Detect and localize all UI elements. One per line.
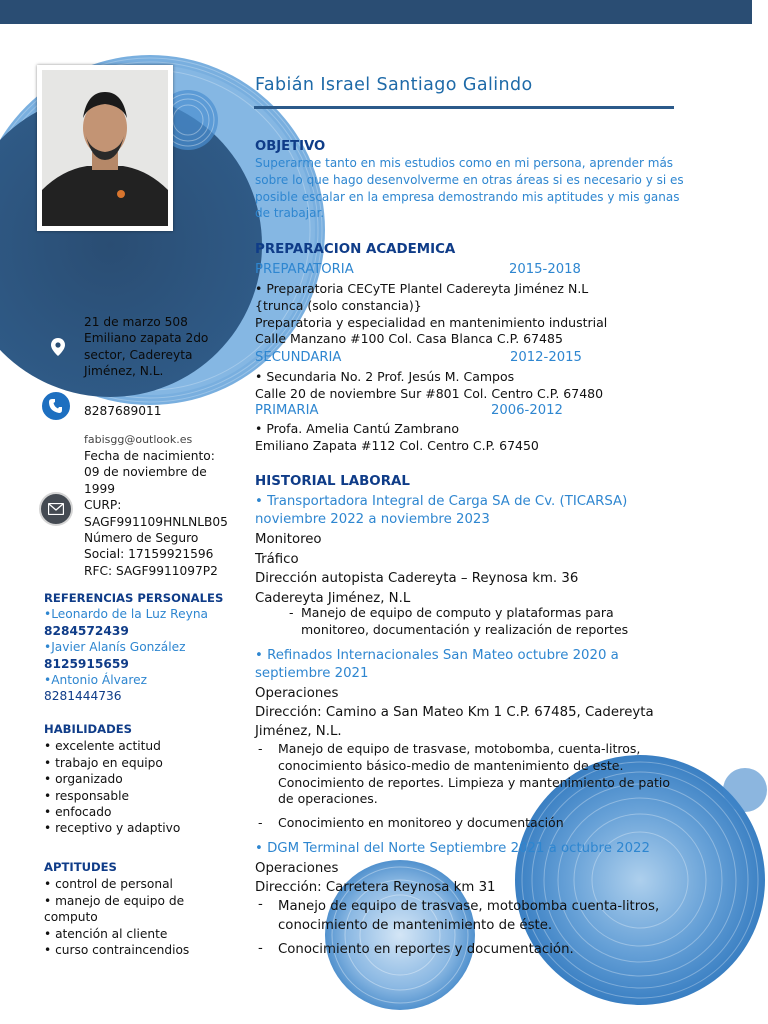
aptitudes-title: APTITUDES [44, 860, 117, 874]
phone-number: 8287689011 [84, 404, 162, 418]
reference-name: •Antonio Álvarez [44, 673, 147, 688]
email-icon [39, 492, 73, 526]
candidate-name: Fabián Israel Santiago Galindo [255, 75, 533, 95]
aptitude-item: • control de personal [44, 877, 173, 892]
edu-level: SECUNDARIA [255, 350, 342, 365]
name-divider [254, 106, 674, 109]
bullet-dash: - [258, 741, 263, 756]
edu-years: 2012-2015 [510, 350, 582, 365]
edu-level: PREPARATORIA [255, 262, 354, 277]
bullet-dash: - [258, 941, 263, 956]
edu-level: PRIMARIA [255, 403, 319, 418]
skills-section [44, 721, 180, 837]
profile-photo-frame [37, 65, 173, 231]
skill-item: • receptivo y adaptivo [44, 821, 181, 836]
reference-phone: 8284572439 [44, 623, 129, 638]
job-details: Monitoreo Tráfico Dirección autopista Cadereyta – Reynosa km. 36 Cadereyta Jiménez, N.L [255, 532, 579, 606]
reference-phone: 8281444736 [44, 689, 122, 704]
location-pin-icon [47, 336, 69, 358]
work-title: HISTORIAL LABORAL [255, 474, 410, 489]
job-details: Operaciones Dirección: Camino a San Mateo Km 1 C.P. 67485, Cadereyta Jiménez, N.L. [255, 686, 654, 740]
aptitudes-section [44, 859, 189, 958]
aptitude-item: • manejo de equipo de [44, 893, 185, 908]
edu-years: 2015-2018 [509, 262, 581, 277]
job-bullet: Manejo de equipo de computo y plataformas para monitoreo, documentación y realización de reportes [301, 605, 629, 637]
reference-name: •Javier Alanís González [44, 640, 186, 655]
skill-item: • enfocado [44, 805, 112, 820]
aptitude-item: • curso contraincendios [44, 943, 190, 958]
bullet-dash: - [258, 897, 263, 912]
bullet-dash: - [289, 605, 294, 620]
education-title: PREPARACION ACADEMICA [255, 242, 456, 257]
job-bullet: Conocimiento en monitoreo y documentación [278, 815, 564, 830]
reference-phone: 8125915659 [44, 656, 129, 671]
edu-years: 2006-2012 [491, 403, 563, 418]
address-block: 21 de marzo 508 Emiliano zapata 2do sector, Cadereyta Jiménez, N.L. [84, 315, 209, 379]
skill-item: • responsable [44, 788, 130, 803]
references-section [44, 590, 223, 705]
personal-info: Fecha de nacimiento: 09 de noviembre de 1999 CURP: SAGF991109HNLNLB05 Número de Seguro Social: 17159921596 RFC: SAGF9911097P2 [84, 449, 228, 578]
phone-icon [40, 390, 72, 422]
job-heading: • Refinados Internacionales San Mateo octubre 2020 a septiembre 2021 [255, 648, 619, 681]
job-bullet: Manejo de equipo de trasvase, motobomba cuenta-litros, conocimiento de mantenimiento de éste. [278, 899, 660, 933]
aptitude-item: • atención al cliente [44, 926, 168, 941]
bullet-dash: - [258, 815, 263, 830]
skill-item: • excelente actitud [44, 739, 161, 754]
email-address[interactable]: fabisgg@outlook.es [84, 433, 193, 446]
job-heading: • Transportadora Integral de Carga SA de Cv. (TICARSA) noviembre 2022 a noviembre 2023 [255, 494, 628, 527]
edu-details: • Secundaria No. 2 Prof. Jesús M. Campos Calle 20 de noviembre Sur #801 Col. Centro C.P. 67480 [255, 369, 604, 401]
edu-details: • Preparatoria CECyTE Plantel Cadereyta Jiménez N.L {trunca (solo constancia)} Preparatoria y especialidad en mantenimiento industrial Calle Manzano #100 Col. Casa Blanca C.P. 67485 [255, 281, 608, 347]
profile-photo [42, 70, 168, 226]
job-details: Operaciones Dirección: Carretera Reynosa km 31 [255, 861, 496, 895]
objective-text: Superarme tanto en mis estudios como en mi persona, aprender más sobre lo que hago desenvolverme en otras áreas si es necesario y si es posible escalar en la empresa demostrando mis aptitudes y mis ganas de trabajar. [255, 156, 684, 221]
job-heading: • DGM Terminal del Norte Septiembre 2021 a octubre 2022 [255, 841, 650, 856]
skill-item: • trabajo en equipo [44, 755, 163, 770]
job-bullet: Conocimiento en reportes y documentación. [278, 942, 574, 957]
job-bullet: Manejo de equipo de trasvase, motobomba, cuenta-litros, conocimiento básico-medio de mantenimiento de este. Conocimiento de reportes. Limpieza y mantenimiento de patio de operaciones. [278, 741, 671, 807]
skills-title: HABILIDADES [44, 722, 133, 736]
aptitude-item: computo [44, 910, 98, 925]
references-title: REFERENCIAS PERSONALES [44, 591, 224, 605]
skill-item: • organizado [44, 772, 123, 787]
objective-title: OBJETIVO [255, 139, 326, 154]
edu-details: • Profa. Amelia Cantú Zambrano Emiliano Zapata #112 Col. Centro C.P. 67450 [255, 421, 539, 453]
reference-name: •Leonardo de la Luz Reyna [44, 607, 209, 622]
